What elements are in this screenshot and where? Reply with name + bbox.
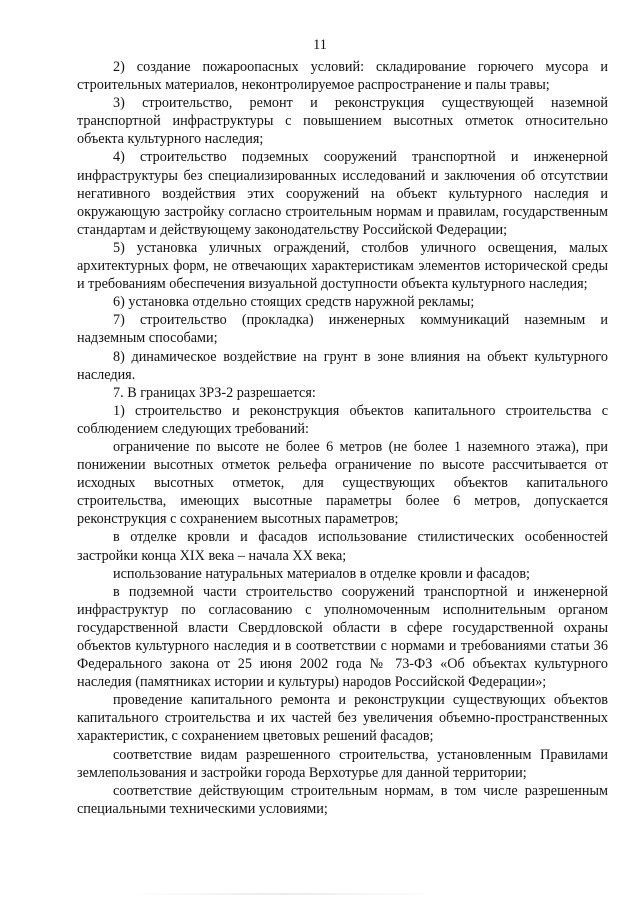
section-heading-7: 7. В границах ЗРЗ-2 разрешается: [113, 384, 316, 401]
paragraph-item-5: 5) установка уличных ограждений, столбов уличного освещения, малых архитектурных форм, не отвечающих характеристикам элементов исторической среды и требованиям обеспечения визуальной доступности объекта культурного наследия; [77, 239, 608, 293]
paragraph-item-3: 3) строительство, ремонт и реконструкция существующей наземной транспортной инфраструктуры с повышением высотных отметок относительно объекта культурного наследия; [77, 95, 608, 148]
paragraph-item-8: 8) динамическое воздействие на грунт в зоне влияния на объект культурного наследия. [77, 348, 608, 383]
paragraph-item-4: 4) строительство подземных сооружений транспортной и инженерной инфраструктуры без специализированных исследований и заключения об отсутствии негативного воздействия этих сооружений на объект культурного наследия и окружающую застройку согласно строительным нормам и правилам, государственным стандартам и действующему законодательству Российской Федерации; [77, 149, 608, 238]
requirement-materials: использование натуральных материалов в отделке кровли и фасадов; [113, 565, 530, 582]
requirement-zoning: соответствие видам разрешенного строительства, установленным Правилами землепользования и застройки города Верхотурье для данной территории; [77, 746, 608, 781]
page-number: 11 [313, 37, 327, 53]
requirement-norms: соответствие действующим строительным нормам, в том числе разрешенным специальными техническими условиями; [77, 782, 608, 817]
document-body [77, 58, 608, 818]
paragraph-permitted-1: 1) строительство и реконструкция объектов капитального строительства с соблюдением следующих требований: [77, 402, 608, 437]
paragraph-item-7: 7) строительство (прокладка) инженерных коммуникаций наземным и надземным способами; [77, 312, 608, 347]
requirement-underground: в подземной части строительство сооружений транспортной и инженерной инфраструктур по согласованию с уполномоченным исполнительным органом государственной власти Свердловской области в сфере государственной охраны объектов культурного наследия и в соответствии с нормами и требованиями статьи 36 Федерального закона от 25 июня 2002 года № 73-ФЗ «Об объектах культурного наследия (памятниках истории и культуры) народов Российской Федерации»; [77, 583, 608, 691]
paragraph-item-6: 6) установка отдельно стоящих средств наружной рекламы; [113, 294, 475, 311]
paragraph-item-2: 2) создание пожароопасных условий: складирование горючего мусора и строительных материалов, неконтролируемое распространение и палы травы; [77, 59, 608, 94]
scan-edge-shadow [130, 893, 440, 895]
requirement-height: ограничение по высоте не более 6 метров (не более 1 наземного этажа), при понижении высотных отметок рельефа ограничение по высоте рассчитывается от исходных высотных отметок, для существующих объектов капитального строительства, имеющих высотные параметры более 6 метров, допускается реконструкция с сохранением высотных параметров; [77, 438, 608, 528]
requirement-repair: проведение капитального ремонта и реконструкции существующих объектов капитального строительства и их частей без увеличения объемно-пространственных характеристик, с сохранением цветовых решений фасадов; [77, 692, 608, 745]
requirement-style: в отделке кровли и фасадов использование стилистических особенностей застройки конца XIX века – начала XX века; [77, 529, 608, 564]
